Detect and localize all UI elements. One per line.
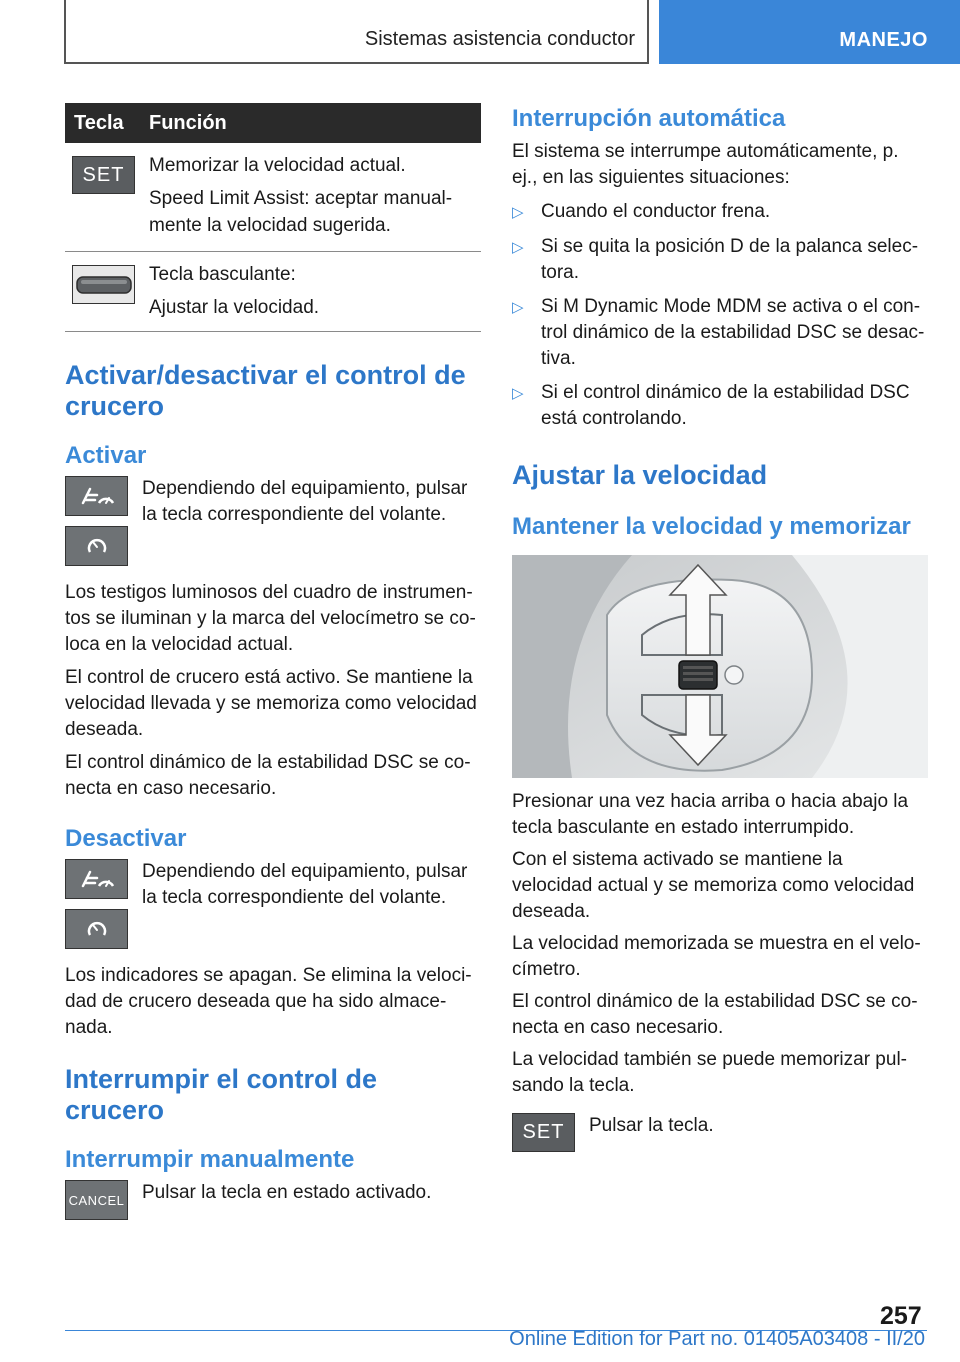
col-key-header: Tecla [74,111,124,134]
heading-activar: Activar [65,442,147,469]
adjust-paragraph: Presionar una vez hacia arriba o hacia abajo la tecla basculante en estado interrumpido. [512,791,909,838]
adjust-paragraph: Con el sistema activado se mantiene la velocidad actual y se memoriza como velocidad deseada. [512,849,915,922]
bullet-triangle-icon: ▷ [512,385,524,402]
set-instruction: Pulsar la tecla. [589,1115,714,1136]
page-number: 257 [880,1302,922,1330]
heading-maintain-speed: Mantener la velocidad y memorizar [512,513,911,540]
cancel-key-icon: CANCEL [65,1180,128,1220]
adjust-paragraph: El control dinámico de la estabilidad DSC se co-necta en caso necesario. [512,991,918,1038]
key-function-table [65,103,481,332]
heading-adjust-speed: Ajustar la velocidad [512,460,768,490]
speedometer-icon [65,526,128,566]
activar-instruction: Dependiendo del equipamiento, pulsar la tecla correspondiente del volante. [142,478,468,525]
set-key-icon: SET [512,1113,575,1152]
table-cell: Memorizar la velocidad actual. [149,155,406,176]
table-header [65,103,481,143]
list-item: ▷ Cuando el conductor frena. [512,199,928,226]
set-key-icon: SET [72,156,135,194]
adjust-paragraph: La velocidad también se puede memorizar pul-sando la tecla. [512,1049,907,1096]
cruise-control-icon [65,859,128,899]
heading-activate-deactivate: Activar/desactivar el control de crucero [65,360,466,421]
bullet-triangle-icon: ▷ [512,299,524,316]
desactivar-paragraph: Los indicadores se apagan. Se elimina la veloci-dad de crucero deseada que ha sido almace-nada. [65,965,472,1038]
table-row [65,252,481,332]
heading-desactivar: Desactivar [65,825,187,852]
edition-footer: Online Edition for Part no. 01405A03408 - II/20 [509,1328,925,1350]
list-item: ▷ Si el control dinámico de la estabilidad DSC está controlando. [512,380,928,432]
bullet-triangle-icon: ▷ [512,239,524,256]
col-function-header: Función [149,111,227,134]
table-cell: Ajustar la velocidad. [149,297,320,318]
section-title: Sistemas asistencia conductor [364,28,635,50]
activar-paragraph: Los testigos luminosos del cuadro de instrumen-tos se iluminan y la marca del velocímetro se co-loca en la velocidad actual. [65,582,476,655]
auto-intro: El sistema se interrumpe automáticamente, p. ej., en las siguientes situaciones: [512,141,899,188]
table-cell: Speed Limit Assist: aceptar manual- mente la velocidad sugerida. [149,188,453,236]
speedometer-icon [65,909,128,949]
manual-instruction: Pulsar la tecla en estado activado. [142,1182,432,1203]
activar-paragraph: El control dinámico de la estabilidad DSC se co-necta en caso necesario. [65,752,471,799]
activar-paragraph: El control de crucero está activo. Se mantiene la velocidad llevada y se memoriza como velocidad deseada. [65,667,477,740]
adjust-paragraph: La velocidad memorizada se muestra en el velo-címetro. [512,933,921,980]
left-column [65,103,481,1220]
chapter-title: MANEJO [839,29,928,51]
list-item: ▷ Si M Dynamic Mode MDM se activa o el con-trol dinámico de la estabilidad DSC se desac-tiva. [512,294,928,372]
table-cell: Tecla basculante: [149,264,296,285]
section-tab [64,0,649,64]
steering-wheel-rocker-illustration [512,555,928,778]
bullet-triangle-icon: ▷ [512,204,524,221]
page-header [0,0,960,66]
rocker-switch-icon [72,265,135,304]
chapter-tab [659,0,960,64]
desactivar-instruction: Dependiendo del equipamiento, pulsar la tecla correspondiente del volante. [142,861,468,908]
heading-auto-interruption: Interrupción automática [512,105,786,132]
table-row [65,143,481,252]
heading-interrumpir: Interrumpir el control de crucero [65,1064,378,1125]
cruise-control-icon [65,476,128,516]
list-item: ▷ Si se quita la posición D de la palanca selec-tora. [512,234,928,286]
right-column [512,103,928,1152]
heading-manual: Interrumpir manualmente [65,1146,355,1173]
auto-interruption-list [512,199,928,432]
